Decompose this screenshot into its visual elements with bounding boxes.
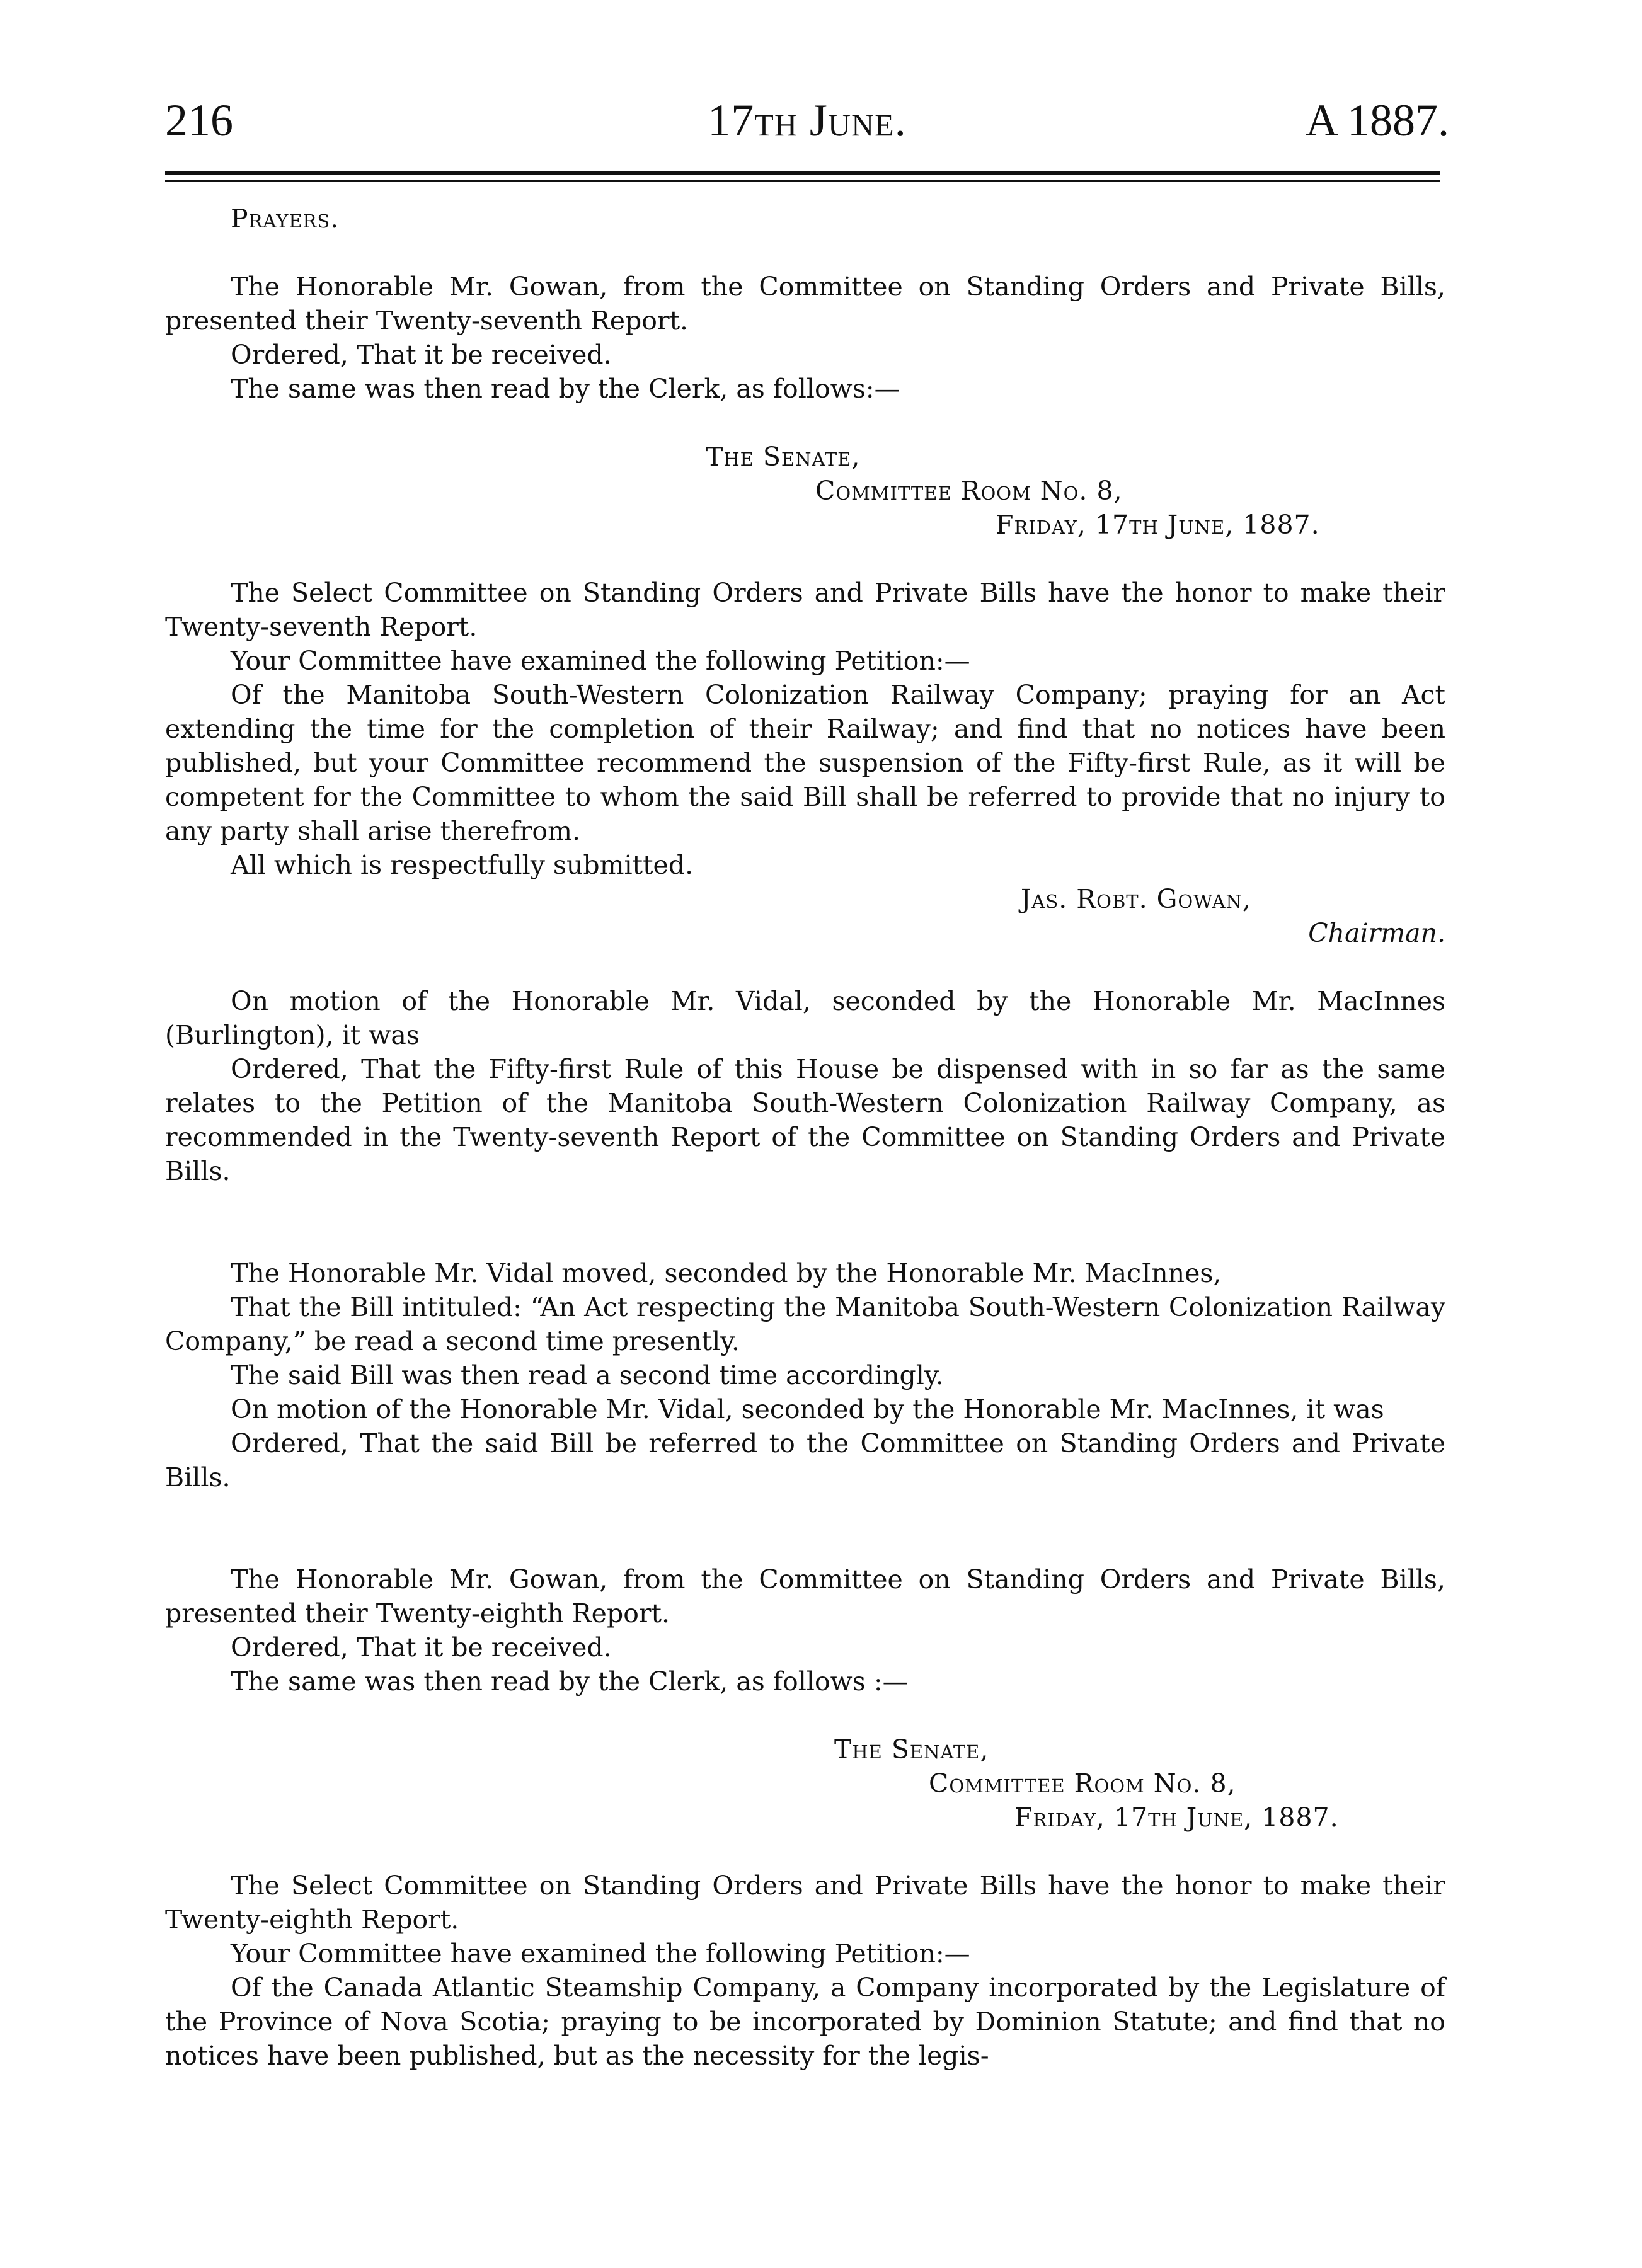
page-number: 216 [165,95,233,146]
motion2-text-1: The Honorable Mr. Vidal moved, seconded by the Honorable Mr. MacInnes, [231,1258,1222,1288]
report28-text-1: The Select Committee on Standing Orders and Private Bills have the honor to make their Twenty-eighth Report. [165,1870,1445,1935]
page-body [165,202,1445,2073]
report27-text-2: Your Committee have examined the following Petition:— [231,646,970,676]
report-date: Friday, 17th June, 1887. [1014,1802,1339,1833]
chairman-signature: Jas. Robt. Gowan, [1021,884,1251,914]
motion1-text-2: Ordered, That the Fifty-first Rule of this House be dispensed with in so far as the same relates to the Petition of the Manitoba South-Western Colonization Railway Company, as recommended in the Twenty-seventh Report of the Committee on Standing Orders and Private Bills. [165,1054,1445,1186]
report28-text-3: Of the Canada Atlantic Steamship Company, a Company incorporated by the Legislature of the Province of Nova Scotia; praying to be incorporated by Dominion Statute; and find that no notices have been published, but as the necessity for the legis- [165,1973,1445,2071]
page-header [165,94,1449,164]
motion2-text-3: The said Bill was then read a second time accordingly. [231,1360,944,1390]
report27-text-1: The Select Committee on Standing Orders and Private Bills have the honor to make their Twenty-seventh Report. [165,578,1445,642]
report28-heading [165,1732,1445,1835]
chairman-title: Chairman. [1308,918,1445,948]
report28-intro: The Honorable Mr. Gowan, from the Committee on Standing Orders and Private Bills, presented their Twenty-eighth Report. [165,1564,1445,1629]
senate-label: The Senate, [834,1734,989,1765]
report27-signature-block [165,882,1445,950]
committee-room: Committee Room No. 8, [929,1768,1236,1799]
prayers-heading: Prayers. [231,203,340,234]
header-rule-thick [165,171,1440,175]
report28-ordered: Ordered, That it be received. [231,1632,612,1663]
header-date: 17th June. [708,95,907,146]
motion2-text-5: Ordered, That the said Bill be referred to the Committee on Standing Orders and Private Bills. [165,1428,1445,1492]
report27-ordered: Ordered, That it be received. [231,340,612,370]
report27-heading [165,440,1445,542]
report27-read: The same was then read by the Clerk, as follows:— [231,374,900,404]
senate-label: The Senate, [706,442,861,472]
report28-read: The same was then read by the Clerk, as follows :— [231,1666,909,1697]
report27-text-4: All which is respectfully submitted. [231,850,694,880]
header-year: A 1887. [1305,95,1449,146]
report27-intro: The Honorable Mr. Gowan, from the Committee on Standing Orders and Private Bills, presented their Twenty-seventh Report. [165,272,1445,336]
motion2-text-4: On motion of the Honorable Mr. Vidal, seconded by the Honorable Mr. MacInnes, it was [231,1394,1384,1424]
committee-room: Committee Room No. 8, [815,476,1123,506]
report-date: Friday, 17th June, 1887. [996,510,1320,540]
header-rule-thin [165,180,1440,182]
motion2-text-2: That the Bill intituled: “An Act respecting the Manitoba South-Western Colonization Railway Company,” be read a second time presently. [165,1292,1445,1356]
report27-text-3: Of the Manitoba South-Western Colonization Railway Company; praying for an Act extending the time for the completion of their Railway; and find that no notices have been published, but your Committee recommend the suspension of the Fifty-first Rule, as it will be competent for the Committee to whom the said Bill shall be referred to provide that no injury to any party shall arise therefrom. [165,680,1445,846]
motion1-text-1: On motion of the Honorable Mr. Vidal, seconded by the Honorable Mr. MacInnes (Burlington), it was [165,986,1445,1050]
report28-text-2: Your Committee have examined the following Petition:— [231,1939,970,1969]
